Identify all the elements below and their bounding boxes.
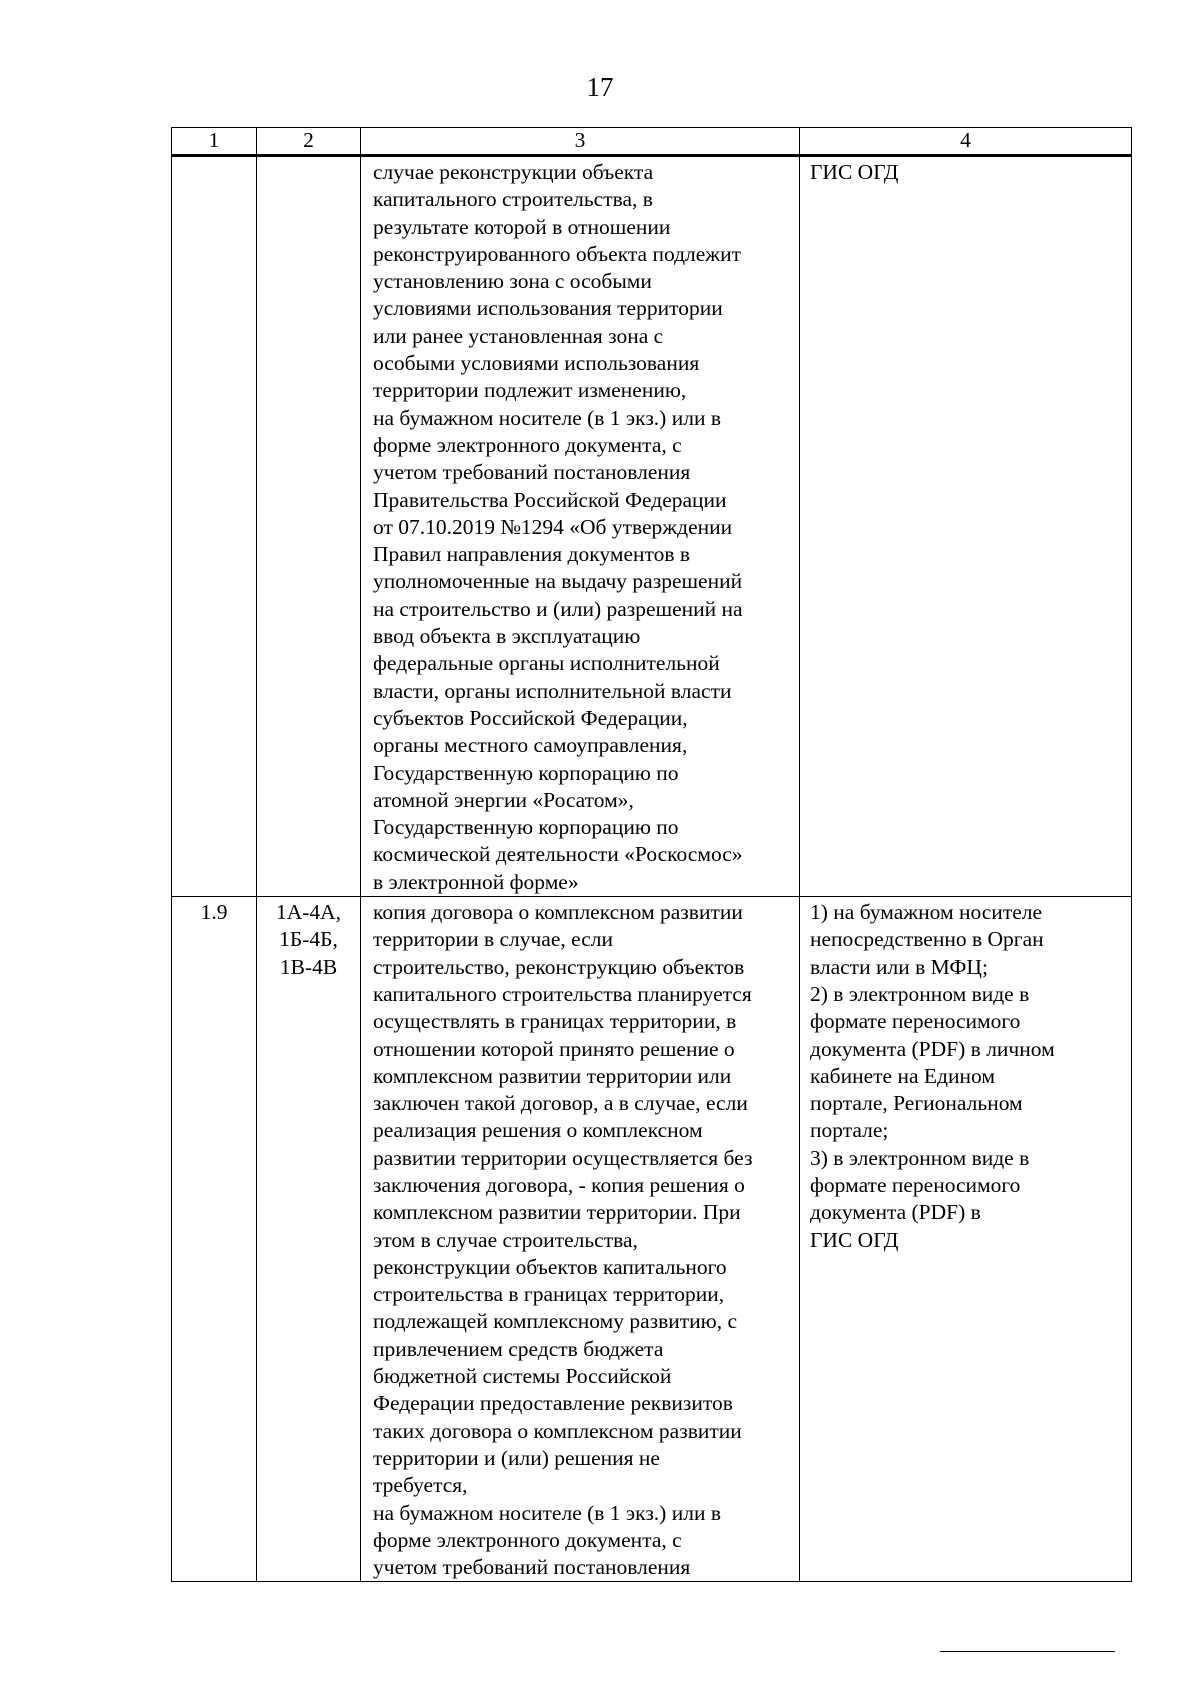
table-cell-col-2 xyxy=(257,897,361,1582)
document-table xyxy=(171,127,1132,1582)
table-cell-col-2 xyxy=(257,156,361,897)
cell-text-line: космической деятельности «Роскосмос» xyxy=(373,842,743,867)
cell-text-line: заключения договора, - копия решения о xyxy=(373,1172,745,1197)
cell-text-line: реконструированного объекта подлежит xyxy=(373,241,742,266)
cell-text-line: учетом требований постановления xyxy=(373,1555,691,1580)
cell-text-line: ввод объекта в эксплуатацию xyxy=(373,624,641,649)
cell-text-line: 2) в электронном виде в xyxy=(810,981,1030,1006)
cell-text-line: от 07.10.2019 №1294 «Об утверждении xyxy=(373,514,733,539)
table-cell-col-4 xyxy=(800,897,1132,1582)
cell-text-line: копия договора о комплексном развитии xyxy=(373,900,743,925)
cell-text-line: Правил направления документов в xyxy=(373,542,691,567)
cell-text-line: непосредственно в Орган xyxy=(810,927,1044,952)
cell-text-line: документа (PDF) в личном xyxy=(810,1036,1055,1061)
cell-text-line: 1) на бумажном носителе xyxy=(810,900,1043,925)
table-body xyxy=(172,156,1132,1582)
cell-text-line: портале; xyxy=(810,1118,889,1143)
column-header-3: 3 xyxy=(361,128,800,156)
cell-text-line: органы местного самоуправления, xyxy=(373,733,688,758)
cell-text-line: федеральные органы исполнительной xyxy=(373,651,720,676)
cell-text-line: ГИС ОГД xyxy=(810,160,899,184)
cell-text-line: или ранее установленная зона с xyxy=(373,323,664,348)
cell-text-line: 3) в электронном виде в xyxy=(810,1145,1030,1170)
column-header-4: 4 xyxy=(800,128,1132,156)
cell-text-line: на строительство и (или) разрешений на xyxy=(373,596,743,621)
cell-text-line: учетом требований постановления xyxy=(373,460,691,485)
table-cell-col-3 xyxy=(361,156,800,897)
cell-text-line: уполномоченные на выдачу разрешений xyxy=(373,569,743,594)
cell-text-line: формате переносимого xyxy=(810,1009,1021,1034)
cell-text-line: территории и (или) решения не xyxy=(373,1445,660,1470)
cell-text-line: комплексном развитии территории или xyxy=(373,1063,732,1088)
table-header-row xyxy=(172,128,1132,156)
cell-text-line: условиями использования территории xyxy=(373,296,723,321)
table-row xyxy=(172,897,1132,1582)
column-header-1: 1 xyxy=(172,128,257,156)
cell-text-line: территории подлежит изменению, xyxy=(373,378,687,403)
table-cell-col-3 xyxy=(361,897,800,1582)
cell-text-line: 1В-4В xyxy=(279,954,338,979)
cell-text-line: капитального строительства планируется xyxy=(373,981,752,1006)
cell-text-line: власти, органы исполнительной власти xyxy=(373,678,732,703)
cell-text-line: ГИС ОГД xyxy=(810,1227,899,1252)
cell-text-line: случае реконструкции объекта xyxy=(373,160,654,184)
page-number: 17 xyxy=(586,72,614,102)
cell-text-line: документа (PDF) в xyxy=(810,1200,981,1225)
cell-text-line: этом в случае строительства, xyxy=(373,1227,638,1252)
cell-text-line: заключен такой договор, а в случае, если xyxy=(373,1091,748,1116)
cell-text-line: реализация решения о комплексном xyxy=(373,1118,703,1143)
table-cell-col-4 xyxy=(800,156,1132,897)
cell-text-line: развитии территории осуществляется без xyxy=(373,1145,753,1170)
table-cell-col-1 xyxy=(172,156,257,897)
cell-text-line: подлежащей комплексному развитию, с xyxy=(373,1309,738,1334)
footer-rule xyxy=(940,1651,1115,1652)
column-header-2: 2 xyxy=(257,128,361,156)
cell-text-line: формате переносимого xyxy=(810,1172,1021,1197)
cell-text-line: особыми условиями использования xyxy=(373,351,700,376)
cell-text-line: строительство, реконструкцию объектов xyxy=(373,954,745,979)
cell-text-line: в электронной форме» xyxy=(373,869,579,894)
cell-text-line: Федерации предоставление реквизитов xyxy=(373,1391,733,1416)
cell-text-line: субъектов Российской Федерации, xyxy=(373,705,688,730)
cell-text-line: 1Б-4Б, xyxy=(279,927,338,952)
cell-text-line: Государственную корпорацию по xyxy=(373,760,679,785)
cell-text-line: кабинете на Едином xyxy=(810,1063,995,1088)
cell-text-line: форме электронного документа, с xyxy=(373,432,682,457)
cell-text-line: отношении которой принято решение о xyxy=(373,1036,735,1061)
cell-text-line: Государственную корпорацию по xyxy=(373,815,679,840)
cell-text-line: атомной энергии «Росатом», xyxy=(373,787,634,812)
cell-text-line: территории в случае, если xyxy=(373,927,613,952)
table-row xyxy=(172,156,1132,897)
cell-text-line: установлению зона с особыми xyxy=(373,269,652,294)
cell-text-line: на бумажном носителе (в 1 экз.) или в xyxy=(373,1500,721,1525)
cell-text-line: Правительства Российской Федерации xyxy=(373,487,727,512)
cell-text-line: требуется, xyxy=(373,1473,468,1498)
cell-text-line: комплексном развитии территории. При xyxy=(373,1200,741,1225)
cell-text-line: реконструкции объектов капитального xyxy=(373,1254,727,1279)
cell-text-line: капитального строительства, в xyxy=(373,187,653,212)
cell-text-line: власти или в МФЦ; xyxy=(810,954,988,979)
cell-text-line: осуществлять в границах территории, в xyxy=(373,1009,737,1034)
cell-text-line: результате которой в отношении xyxy=(373,214,671,239)
cell-text-line: привлечением средств бюджета xyxy=(373,1336,664,1361)
cell-text-line: 1.9 xyxy=(200,900,228,925)
cell-text-line: портале, Региональном xyxy=(810,1091,1023,1116)
cell-text-line: 1А-4А, xyxy=(275,900,342,925)
cell-text-line: бюджетной системы Российской xyxy=(373,1364,672,1389)
cell-text-line: форме электронного документа, с xyxy=(373,1527,682,1552)
cell-text-line: строительства в границах территории, xyxy=(373,1282,725,1307)
table-cell-col-1 xyxy=(172,897,257,1582)
cell-text-line: таких договора о комплексном развитии xyxy=(373,1418,742,1443)
cell-text-line: на бумажном носителе (в 1 экз.) или в xyxy=(373,405,721,430)
